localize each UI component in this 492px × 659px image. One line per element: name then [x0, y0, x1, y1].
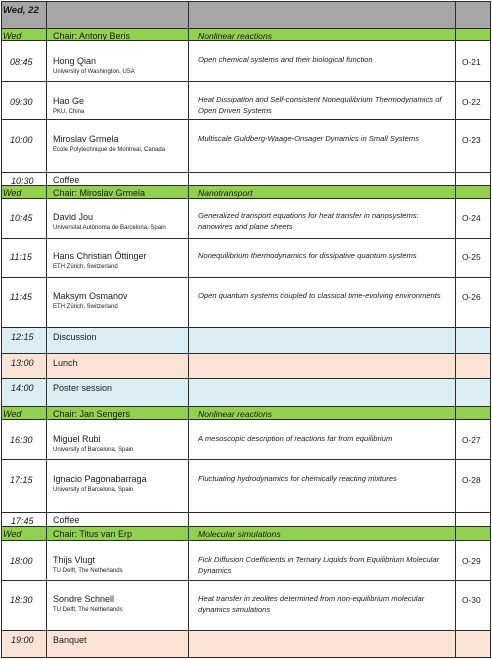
talk-speaker: Sondre Schnell: [53, 594, 115, 604]
break-row: [1, 513, 491, 527]
break-time: 17:45: [11, 516, 34, 526]
talk-speaker: Hans Christian Öttinger: [53, 251, 147, 261]
break-time: 12:15: [11, 332, 34, 342]
talk-affiliation: University of Barcelona, Spain: [53, 447, 134, 453]
talk-title: Heat Dissipation and Self-consistent Nonequilibrium Thermodynamics of Open Driven Systems: [198, 95, 442, 115]
session-header-row: [1, 527, 491, 541]
talk-row: [1, 199, 491, 239]
session-chair: Chair: Titus van Erp: [53, 529, 133, 539]
talk-affiliation: TU Delft, The Netherlands: [53, 607, 123, 613]
session-chair: Chair: Miroslav Grmela: [53, 188, 146, 198]
break-label: Lunch: [53, 358, 78, 368]
talk-speaker: Ignacio Pagonabarraga: [53, 474, 147, 484]
break-row: [1, 328, 491, 354]
talk-speaker: Thijs Vlugt: [53, 555, 96, 565]
talk-affiliation: PKU, China: [53, 109, 85, 115]
talk-speaker: Miroslav Grmela: [53, 134, 119, 144]
talk-row: [1, 82, 491, 120]
session-topic: Molecular simulations: [198, 529, 281, 539]
talk-speaker: Hong Qian: [53, 56, 97, 66]
talk-row: [1, 41, 491, 82]
talk-affiliation: TU Delft, The Netherlands: [53, 568, 123, 574]
talk-time: 08:45: [10, 57, 33, 67]
talk-code: O-28: [462, 475, 481, 485]
break-row: [1, 379, 491, 407]
talk-affiliation: Ecole Polytechnique de Montreal, Canada: [53, 147, 166, 153]
break-time: 13:00: [11, 358, 34, 368]
session-chair: Chair: Antony Beris: [53, 31, 131, 41]
break-row: [1, 631, 491, 658]
talk-title: Nonequilibrium thermodynamics for dissipative quantum systems: [198, 251, 417, 260]
talk-speaker: David Jou: [53, 212, 94, 222]
talk-row: [1, 460, 491, 513]
talk-title: Open quantum systems coupled to classical time-evolving environments: [198, 291, 441, 300]
break-label: Coffee: [53, 515, 80, 525]
talk-title: Open chemical systems and their biological function: [198, 55, 373, 64]
talk-time: 17:15: [10, 475, 33, 485]
talk-time: 10:00: [10, 135, 33, 145]
session-chair: Chair: Jan Sengers: [53, 409, 131, 419]
talk-speaker: Miguel Rubi: [53, 434, 101, 444]
break-label: Banquet: [53, 635, 87, 645]
talk-row: [1, 541, 491, 581]
talk-code: O-26: [462, 292, 481, 302]
break-time: 14:00: [11, 383, 34, 393]
session-header-row: [1, 407, 491, 420]
talk-time: 11:15: [10, 252, 32, 262]
session-day: Wed: [3, 188, 22, 198]
talk-affiliation: ETH Zürich, Switzerland: [53, 264, 118, 270]
session-topic: Nonlinear reactions: [198, 409, 273, 419]
session-header-row: [1, 29, 491, 41]
talk-time: 11:45: [10, 292, 32, 302]
talk-affiliation: ETH Zürich, Switzerland: [53, 304, 118, 310]
talk-time: 16:30: [10, 435, 33, 445]
talk-title: Heat transfer in zeolites determined from non-equilibrium molecular dynamics simulations: [198, 594, 425, 614]
talk-row: [1, 239, 491, 278]
talk-code: O-30: [462, 595, 481, 605]
talk-affiliation: University of Washington, USA: [53, 69, 135, 75]
break-label: Discussion: [53, 332, 97, 342]
talk-time: 18:00: [10, 556, 33, 566]
talk-title: Fluctuating hydrodynamics for chemically reacting mixtures: [198, 474, 397, 483]
talk-time: 18:30: [10, 595, 33, 605]
break-row: [1, 354, 491, 379]
break-time: 19:00: [11, 635, 34, 645]
talk-row: [1, 120, 491, 173]
talk-speaker: Hao Ge: [53, 96, 85, 106]
session-day: Wed: [3, 529, 22, 539]
talk-title: Multiscale Guldberg-Waage-Onsager Dynamics in Small Systems: [198, 134, 420, 143]
talk-code: O-27: [462, 435, 481, 445]
talk-title: A mesoscopic description of reactions far from equilibrium: [198, 434, 393, 443]
day-header: Wed, 22: [3, 5, 39, 16]
break-row: [1, 173, 491, 186]
talk-row: [1, 278, 491, 328]
session-header-row: [1, 186, 491, 199]
talk-row: [1, 420, 491, 460]
talk-affiliation: Universitat Autònoma de Barcelona, Spain: [53, 225, 166, 231]
break-label: Poster session: [53, 383, 113, 393]
break-time: 10:30: [11, 176, 34, 186]
talk-time: 10:45: [10, 213, 33, 223]
talk-title: Generalized transport equations for heat transfer in nanosystems: nanowires and plane sheets: [198, 211, 419, 231]
talk-time: 09:30: [10, 97, 33, 107]
talk-code: O-29: [462, 556, 481, 566]
day-header-row: [1, 1, 491, 29]
talk-code: O-25: [462, 252, 481, 262]
break-label: Coffee: [53, 175, 80, 185]
talk-row: [1, 581, 491, 631]
talk-title: Fick Diffusion Coefficients in Ternary Liquids from Equilibrium Molecular Dynamics: [198, 555, 440, 575]
session-day: Wed: [3, 409, 22, 419]
session-topic: Nonlinear reactions: [198, 31, 273, 41]
talk-affiliation: University of Barcelona, Spain: [53, 487, 134, 493]
talk-code: O-24: [462, 213, 481, 223]
talk-code: O-22: [462, 97, 481, 107]
talk-code: O-23: [462, 135, 481, 145]
talk-speaker: Maksym Osmanov: [53, 291, 128, 301]
session-day: Wed: [3, 31, 22, 41]
session-topic: Nanotransport: [198, 188, 253, 198]
talk-code: O-21: [462, 57, 481, 67]
